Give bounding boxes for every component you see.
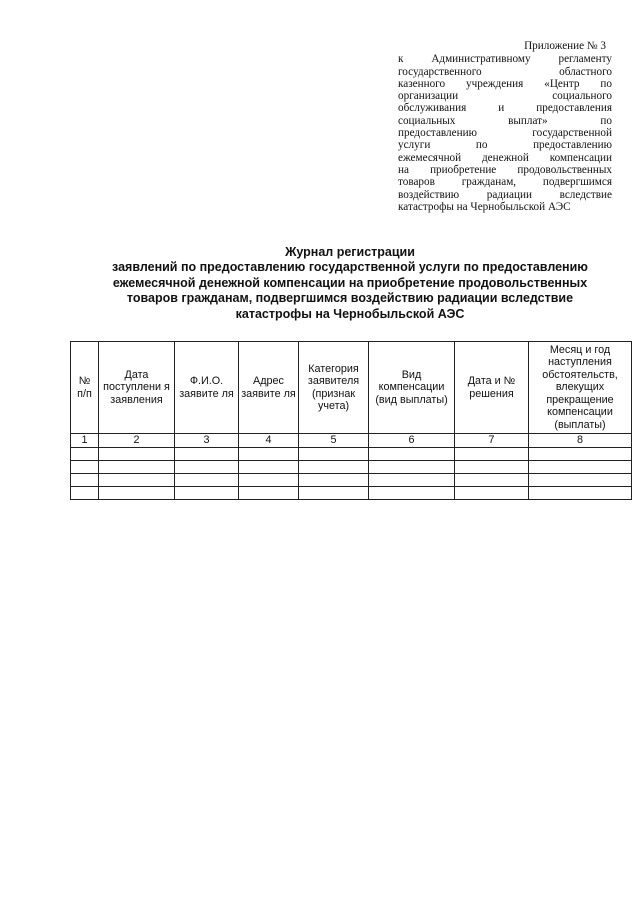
journal-title-line: ежемесячной денежной компенсации на приобретение продовольственных bbox=[112, 275, 588, 290]
appendix-word: государственного bbox=[398, 65, 482, 78]
appendix-title: Приложение № 3 bbox=[524, 40, 606, 52]
empty-cell bbox=[175, 474, 239, 487]
journal-title-line: Журнал регистрации bbox=[285, 245, 415, 259]
appendix-word: по bbox=[600, 77, 612, 90]
appendix-word: радиации bbox=[486, 188, 532, 201]
appendix-word: казенного bbox=[398, 77, 446, 90]
empty-cell bbox=[299, 474, 369, 487]
column-number: 5 bbox=[299, 434, 369, 448]
appendix-word: выплат» bbox=[508, 114, 548, 127]
empty-cell bbox=[369, 487, 455, 500]
header-cell-number: № п/п bbox=[71, 342, 99, 434]
appendix-line bbox=[398, 127, 612, 139]
appendix-word: компенсации bbox=[549, 151, 612, 164]
appendix-text bbox=[398, 53, 612, 213]
column-number: 1 bbox=[71, 434, 99, 448]
empty-cell bbox=[175, 461, 239, 474]
appendix-word: к bbox=[398, 53, 404, 66]
empty-cell bbox=[239, 461, 299, 474]
appendix-line bbox=[398, 201, 612, 213]
appendix-line bbox=[398, 102, 612, 114]
empty-cell bbox=[529, 448, 632, 461]
appendix-line bbox=[398, 115, 612, 127]
empty-cell bbox=[99, 461, 175, 474]
appendix-word: по bbox=[600, 114, 612, 127]
appendix-word: учреждения bbox=[466, 77, 524, 90]
appendix-word: областного bbox=[559, 65, 612, 78]
appendix-word: государственной bbox=[532, 127, 612, 140]
table-header-row bbox=[71, 342, 632, 434]
appendix-word: подвергшимся bbox=[542, 176, 612, 189]
appendix-word: предоставлению bbox=[533, 139, 612, 152]
appendix-word: социального bbox=[552, 90, 612, 103]
appendix-word: ежемесячной bbox=[398, 151, 462, 164]
appendix-word: и bbox=[498, 102, 505, 115]
empty-cell bbox=[529, 474, 632, 487]
appendix-word: услуги bbox=[398, 139, 431, 152]
empty-cell bbox=[529, 461, 632, 474]
header-cell-decision: Дата и № решения bbox=[455, 342, 529, 434]
appendix-line bbox=[398, 66, 612, 78]
column-number: 4 bbox=[239, 434, 299, 448]
appendix-word: регламенту bbox=[558, 53, 612, 66]
header-cell-termination-date: Месяц и год наступления обстоятельств, влекущих прекращение компенсации (выплаты) bbox=[529, 342, 632, 434]
appendix-word: продовольственных bbox=[517, 163, 612, 176]
empty-cell bbox=[239, 448, 299, 461]
header-cell-address: Адрес заявите ля bbox=[239, 342, 299, 434]
appendix-word: социальных bbox=[398, 114, 456, 127]
appendix-line bbox=[398, 176, 612, 188]
appendix-line bbox=[398, 90, 612, 102]
journal-title-line: катастрофы на Чернобыльской АЭС bbox=[235, 306, 465, 321]
empty-cell bbox=[455, 487, 529, 500]
empty-cell bbox=[455, 461, 529, 474]
table-row bbox=[71, 448, 632, 461]
header-cell-full-name: Ф.И.О. заявите ля bbox=[175, 342, 239, 434]
journal-title-line: товаров гражданам, подвергшимся воздействию радиации вследствие bbox=[126, 291, 574, 306]
appendix-word: на bbox=[398, 163, 409, 176]
appendix-word: организации bbox=[398, 90, 459, 103]
appendix-line bbox=[398, 189, 612, 201]
table-row bbox=[71, 461, 632, 474]
empty-cell bbox=[299, 487, 369, 500]
appendix-word: «Центр bbox=[544, 77, 580, 90]
empty-cell bbox=[239, 474, 299, 487]
empty-cell bbox=[369, 474, 455, 487]
empty-cell bbox=[369, 448, 455, 461]
journal-title-line: заявлений по предоставлению государственной услуги по предоставлению bbox=[112, 260, 588, 275]
appendix-word: гражданам, bbox=[461, 176, 517, 189]
header-cell-compensation-type: Вид компенсации (вид выплаты) bbox=[369, 342, 455, 434]
appendix-line bbox=[398, 139, 612, 151]
header-cell-date-received: Дата поступлени я заявления bbox=[99, 342, 175, 434]
empty-cell bbox=[71, 487, 99, 500]
empty-cell bbox=[71, 448, 99, 461]
journal-title bbox=[80, 245, 620, 322]
appendix-block bbox=[398, 40, 612, 213]
empty-cell bbox=[239, 487, 299, 500]
appendix-line bbox=[398, 152, 612, 164]
appendix-word: предоставлению bbox=[398, 127, 477, 140]
column-number: 3 bbox=[175, 434, 239, 448]
appendix-line bbox=[398, 164, 612, 176]
empty-cell bbox=[99, 487, 175, 500]
appendix-word: предоставления bbox=[536, 102, 612, 115]
empty-cell bbox=[299, 448, 369, 461]
header-cell-category: Категория заявителя (признак учета) bbox=[299, 342, 369, 434]
empty-cell bbox=[99, 474, 175, 487]
column-number: 8 bbox=[529, 434, 632, 448]
table-row bbox=[71, 474, 632, 487]
empty-cell bbox=[529, 487, 632, 500]
appendix-word: Административному bbox=[431, 53, 531, 66]
column-number: 2 bbox=[99, 434, 175, 448]
appendix-word: по bbox=[475, 139, 488, 152]
empty-cell bbox=[455, 474, 529, 487]
column-number: 6 bbox=[369, 434, 455, 448]
empty-cell bbox=[175, 487, 239, 500]
column-number-row bbox=[71, 434, 632, 448]
appendix-word: товаров bbox=[398, 176, 435, 189]
empty-cell bbox=[299, 461, 369, 474]
empty-cell bbox=[455, 448, 529, 461]
empty-cell bbox=[99, 448, 175, 461]
empty-cell bbox=[71, 461, 99, 474]
column-number: 7 bbox=[455, 434, 529, 448]
appendix-line bbox=[398, 53, 612, 65]
registration-journal-table bbox=[70, 341, 632, 500]
appendix-line bbox=[398, 78, 612, 90]
appendix-word: приобретение bbox=[430, 163, 497, 176]
appendix-word: обслуживания bbox=[398, 102, 467, 115]
appendix-word: вследствие bbox=[559, 188, 612, 201]
table-row bbox=[71, 487, 632, 500]
appendix-word: денежной bbox=[481, 151, 529, 164]
appendix-word: воздействию bbox=[398, 188, 460, 201]
empty-cell bbox=[71, 474, 99, 487]
appendix-word: катастрофы на Чернобыльской АЭС bbox=[398, 200, 571, 213]
empty-cell bbox=[175, 448, 239, 461]
empty-cell bbox=[369, 461, 455, 474]
